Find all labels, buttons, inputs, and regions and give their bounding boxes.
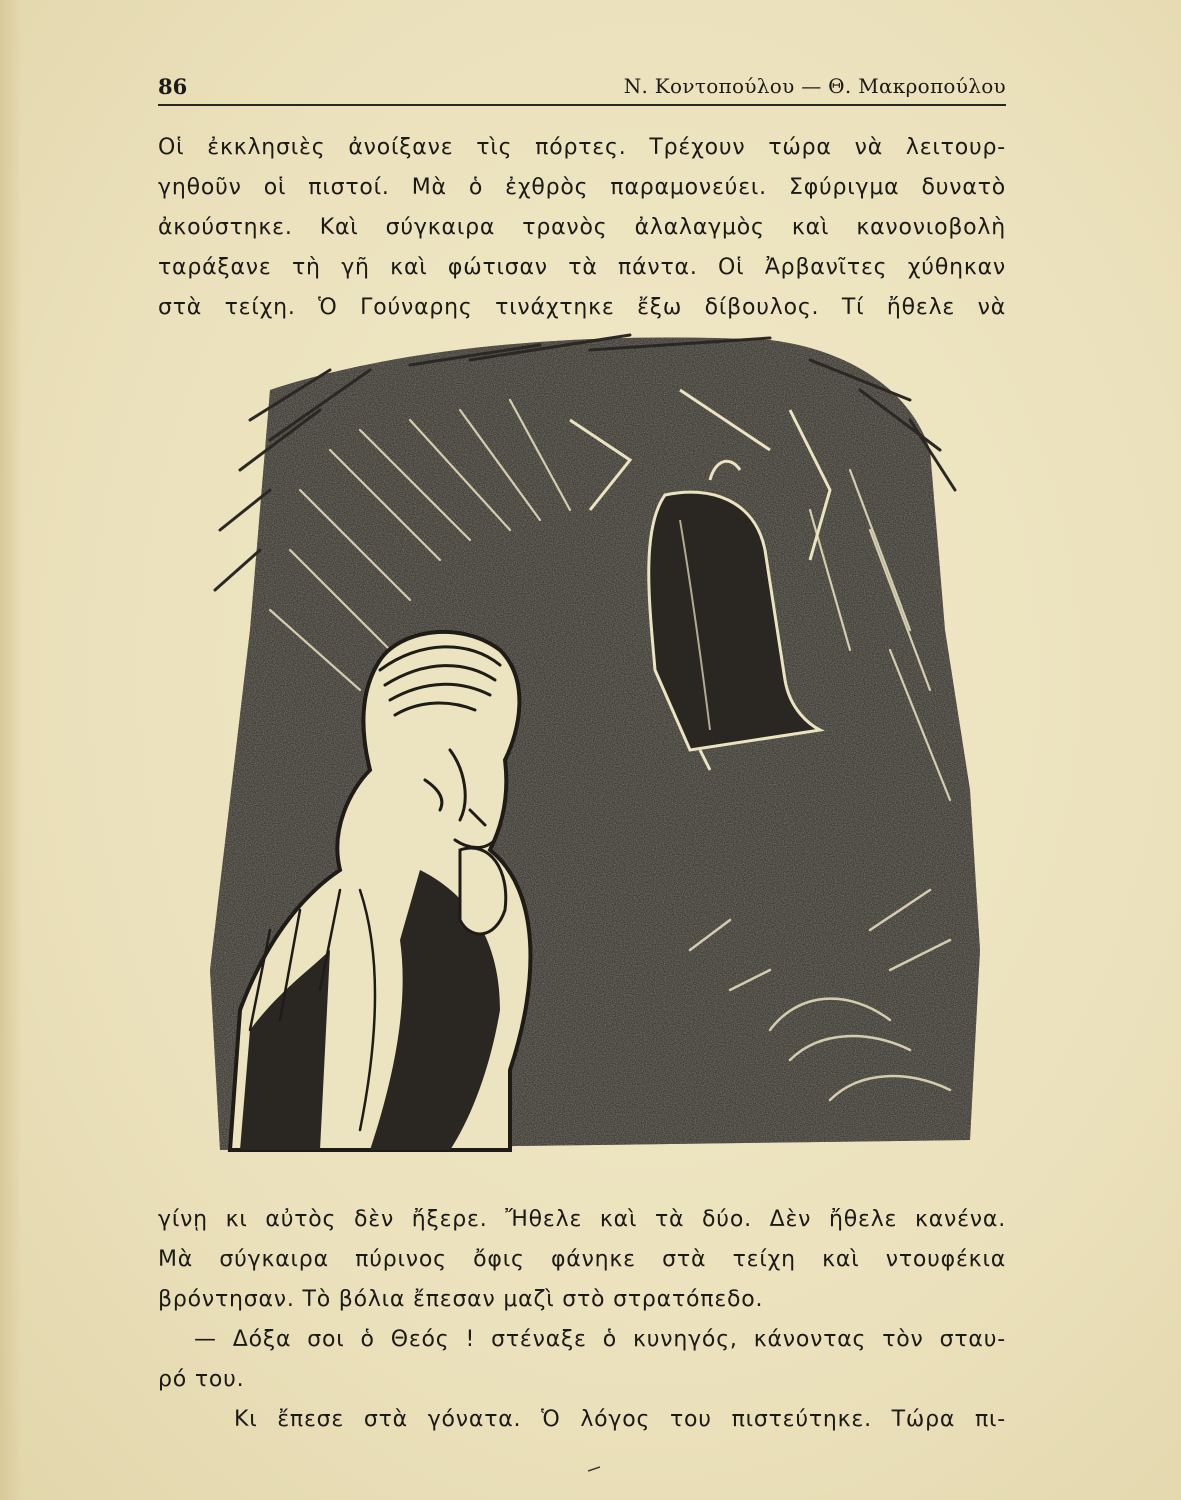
text-line: Οἱ ἐκκλησιὲς ἀνοίξανε τὶς πόρτες. Τρέχουν τώρα νὰ λειτουρ-: [158, 135, 1006, 160]
paragraph-top: [158, 128, 1006, 328]
text-line: ἀκούστηκε. Καὶ σύγκαιρα τρανὸς ἀλαλαγμὸς καὶ κανονιοβολὴ: [158, 215, 1006, 240]
woodcut-bell-and-man-image: [210, 330, 990, 1170]
text-line: γίνῃ κι αὐτὸς δὲν ἤξερε. Ἤθελε καὶ τὰ δύο. Δὲν ἤθελε κανένα.: [158, 1207, 1006, 1232]
header-rule: [158, 104, 1006, 106]
text-line: Μὰ σύγκαιρα πύρινος ὄφις φάνηκε στὰ τείχη καὶ ντουφέκια: [158, 1247, 1006, 1272]
running-head: Ν. Κοντοπούλου — Θ. Μακροπούλου: [623, 74, 1006, 98]
text-line: βρόντησαν. Τὸ βόλια ἔπεσαν μαζὶ στὸ στρατόπεδο.: [158, 1287, 764, 1312]
text-line: ταράξανε τὴ γῆ καὶ φώτισαν τὰ πάντα. Οἱ Ἀρβανῖτες χύθηκαν: [158, 255, 1006, 280]
text-line: ρό του.: [158, 1367, 245, 1392]
paragraph-bottom: [158, 1200, 1006, 1440]
text-line: στὰ τείχη. Ὁ Γούναρης τινάχτηκε ἔξω δίβουλος. Τί ἤθελε νὰ: [158, 295, 1006, 320]
woodcut-illustration: [210, 330, 990, 1170]
page-gutter-shadow: [0, 0, 22, 1500]
page-number: 86: [158, 74, 188, 99]
printer-mark: [588, 1466, 600, 1472]
text-line: Κι ἔπεσε στὰ γόνατα. Ὁ λόγος του πιστεύτηκε. Τώρα πι-: [234, 1407, 1006, 1432]
text-line: γηθοῦν οἱ πιστοί. Μὰ ὁ ἐχθρὸς παραμονεύει. Σφύριγμα δυνατὸ: [158, 175, 1006, 200]
text-line: — Δόξα σοι ὁ Θεός ! στέναξε ὁ κυνηγός, κάνοντας τὸν σταυ-: [194, 1327, 1006, 1352]
page-header: [158, 70, 1006, 106]
